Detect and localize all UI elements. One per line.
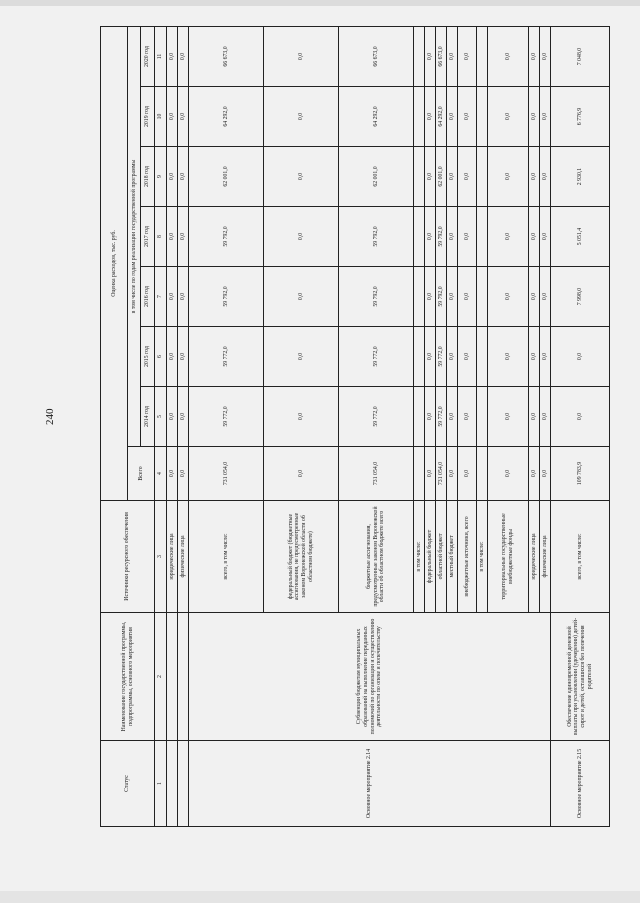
value-cell: 0,0: [425, 387, 436, 447]
value-cell: 0,0: [529, 387, 540, 447]
value-cell: 0,0: [551, 327, 610, 387]
value-cell: 0,0: [167, 207, 178, 267]
value-cell: 66 673,0: [436, 26, 447, 86]
value-cell: 0,0: [540, 26, 551, 86]
value-cell: 0,0: [447, 207, 458, 267]
column-number: 9: [155, 147, 167, 207]
source-cell: бюджетные ассигнования, предусмотренные законом Воронежской области об областном бюджете всего: [339, 501, 414, 613]
table-row: [551, 26, 610, 826]
value-cell: 0,0: [264, 26, 339, 86]
value-cell: 731 054,0: [339, 447, 414, 501]
source-cell: всего, в том числе:: [551, 501, 610, 613]
value-cell: 0,0: [458, 147, 477, 207]
value-cell: 0,0: [488, 447, 529, 501]
scan-top-edge: [0, 0, 640, 6]
value-cell: 0,0: [447, 327, 458, 387]
column-number-row: [155, 26, 167, 826]
value-cell: 0,0: [458, 327, 477, 387]
column-number: 2: [155, 613, 167, 741]
header-year: 2015 год: [141, 327, 155, 387]
column-number: 10: [155, 87, 167, 147]
value-cell: 0,0: [488, 387, 529, 447]
value-cell: 0,0: [447, 267, 458, 327]
source-cell: федеральный бюджет: [425, 501, 436, 613]
column-number: 8: [155, 207, 167, 267]
value-cell: 66 673,0: [189, 26, 264, 86]
value-cell: 66 673,0: [339, 26, 414, 86]
value-cell: 0,0: [425, 267, 436, 327]
value-cell: 64 292,0: [189, 87, 264, 147]
value-cell: 0,0: [529, 26, 540, 86]
value-cell: 0,0: [167, 447, 178, 501]
source-cell: областной бюджет: [436, 501, 447, 613]
column-number: 6: [155, 327, 167, 387]
value-cell: 0,0: [264, 267, 339, 327]
value-cell: 59 772,0: [189, 387, 264, 447]
column-number: 3: [155, 501, 167, 613]
value-cell: 0,0: [529, 207, 540, 267]
header-year: 2019 год: [141, 87, 155, 147]
value-cell: 0,0: [264, 327, 339, 387]
value-cell: 0,0: [540, 447, 551, 501]
value-cell: 0,0: [167, 327, 178, 387]
source-cell: физические лица: [540, 501, 551, 613]
value-cell: 0,0: [178, 147, 189, 207]
value-cell: 0,0: [264, 447, 339, 501]
source-cell: всего, в том числе:: [189, 501, 264, 613]
column-number: 7: [155, 267, 167, 327]
budget-table-sheet: [100, 27, 593, 827]
header-year: 2020 год: [141, 26, 155, 86]
value-cell: 0,0: [529, 327, 540, 387]
value-cell: 0,0: [458, 87, 477, 147]
value-cell: 0,0: [488, 327, 529, 387]
value-cell: 64 292,0: [339, 87, 414, 147]
measure-status: Основное мероприятие 2.15: [551, 741, 610, 827]
table-row: [189, 26, 264, 826]
value-cell: 0,0: [264, 207, 339, 267]
value-cell: 0,0: [167, 26, 178, 86]
value-cell: 0,0: [529, 87, 540, 147]
value-cell: 109 783,9: [551, 447, 610, 501]
table-row: [178, 26, 189, 826]
value-cell: 59 772,0: [339, 387, 414, 447]
value-cell: 0,0: [529, 267, 540, 327]
source-cell: федеральный бюджет (бюджетные ассигнования, не предусмотренные законом Воронежской области об областном бюджете): [264, 501, 339, 613]
scan-bottom-edge: [0, 891, 640, 903]
value-cell: 0,0: [447, 387, 458, 447]
value-cell: 0,0: [447, 26, 458, 86]
value-cell: 731 054,0: [189, 447, 264, 501]
column-number: 5: [155, 387, 167, 447]
header-year: 2017 год: [141, 207, 155, 267]
value-cell: 0,0: [178, 447, 189, 501]
value-cell: 59 792,0: [189, 267, 264, 327]
value-cell: 0,0: [488, 207, 529, 267]
value-cell: 59 772,0: [436, 387, 447, 447]
header-by-years: в том числе по годам реализации государственной программы: [128, 26, 141, 446]
value-cell: 0,0: [264, 147, 339, 207]
value-cell: 0,0: [447, 147, 458, 207]
source-cell: местный бюджет: [447, 501, 458, 613]
value-cell: 731 054,0: [436, 447, 447, 501]
page-number: 240: [44, 408, 56, 425]
value-cell: 0,0: [488, 26, 529, 86]
header-year: 2016 год: [141, 267, 155, 327]
value-cell: 0,0: [488, 147, 529, 207]
value-cell: 0,0: [529, 147, 540, 207]
value-cell: 59 772,0: [189, 327, 264, 387]
value-cell: 0,0: [540, 147, 551, 207]
source-cell: юридические лица: [167, 501, 178, 613]
value-cell: 0,0: [488, 87, 529, 147]
value-cell: 0,0: [178, 267, 189, 327]
value-cell: 59 792,0: [339, 267, 414, 327]
budget-table: [100, 26, 610, 827]
value-cell: 59 792,0: [436, 207, 447, 267]
value-cell: 0,0: [540, 267, 551, 327]
value-cell: 7 998,0: [551, 267, 610, 327]
value-cell: 0,0: [425, 447, 436, 501]
header-estimate: Оценка расходов, тыс. руб.: [101, 26, 128, 500]
value-cell: 0,0: [425, 147, 436, 207]
value-cell: 0,0: [425, 327, 436, 387]
value-cell: 0,0: [167, 147, 178, 207]
header-name: Наименование государственной программы, подпрограммы, основного мероприятия: [101, 613, 155, 741]
source-cell: территориальные государственные внебюджетные фонды: [488, 501, 529, 613]
value-cell: 5 051,4: [551, 207, 610, 267]
value-cell: 59 792,0: [436, 267, 447, 327]
value-cell: 6 776,9: [551, 87, 610, 147]
value-cell: 0,0: [458, 26, 477, 86]
table-row: [167, 26, 178, 826]
value-cell: 0,0: [551, 387, 610, 447]
source-cell: юридические лица: [529, 501, 540, 613]
value-cell: 0,0: [447, 87, 458, 147]
value-cell: 0,0: [425, 207, 436, 267]
value-cell: 0,0: [178, 207, 189, 267]
value-cell: 0,0: [178, 387, 189, 447]
value-cell: 0,0: [458, 387, 477, 447]
value-cell: 2 930,1: [551, 147, 610, 207]
value-cell: 0,0: [264, 87, 339, 147]
source-cell: в том числе:: [477, 501, 488, 613]
value-cell: 0,0: [264, 387, 339, 447]
value-cell: 0,0: [167, 267, 178, 327]
column-number: 1: [155, 741, 167, 827]
column-number: 4: [155, 447, 167, 501]
value-cell: 0,0: [488, 267, 529, 327]
measure-status: Основное мероприятие 2.14: [189, 741, 551, 827]
value-cell: 62 001,0: [189, 147, 264, 207]
value-cell: 0,0: [167, 387, 178, 447]
header-source: Источники ресурсного обеспечения: [101, 501, 155, 613]
value-cell: 0,0: [425, 26, 436, 86]
value-cell: 59 772,0: [339, 327, 414, 387]
value-cell: 7 048,0: [551, 26, 610, 86]
value-cell: 0,0: [458, 207, 477, 267]
value-cell: 0,0: [529, 447, 540, 501]
column-number: 11: [155, 26, 167, 86]
header-status: Статус: [101, 741, 155, 827]
value-cell: 0,0: [178, 26, 189, 86]
value-cell: 0,0: [540, 207, 551, 267]
value-cell: 59 792,0: [189, 207, 264, 267]
value-cell: 64 292,0: [436, 87, 447, 147]
value-cell: 62 001,0: [339, 147, 414, 207]
value-cell: 0,0: [458, 267, 477, 327]
value-cell: 0,0: [425, 87, 436, 147]
source-cell: внебюджетные источники, всего: [458, 501, 477, 613]
header-year: 2014 год: [141, 387, 155, 447]
value-cell: 0,0: [540, 327, 551, 387]
value-cell: 0,0: [458, 447, 477, 501]
value-cell: 59 772,0: [436, 327, 447, 387]
value-cell: 0,0: [178, 87, 189, 147]
value-cell: 0,0: [178, 327, 189, 387]
source-cell: физические лица: [178, 501, 189, 613]
header-year: 2018 год: [141, 147, 155, 207]
value-cell: 0,0: [540, 87, 551, 147]
header-total: Всего: [128, 447, 155, 501]
source-cell: в том числе:: [414, 501, 425, 613]
value-cell: 0,0: [167, 87, 178, 147]
measure-name: Обеспечение единовременной денежной выплаты при усыновлении (удочерении) детей-сирот и детей, оставшихся без попечения родителей: [551, 613, 610, 741]
value-cell: 62 001,0: [436, 147, 447, 207]
value-cell: 0,0: [540, 387, 551, 447]
value-cell: 59 792,0: [339, 207, 414, 267]
measure-name: Субвенции бюджетам муниципальных образований на выполнение переданных полномочий по организации и осуществлению деятельности по опеке и попечительству: [189, 613, 551, 741]
value-cell: 0,0: [447, 447, 458, 501]
